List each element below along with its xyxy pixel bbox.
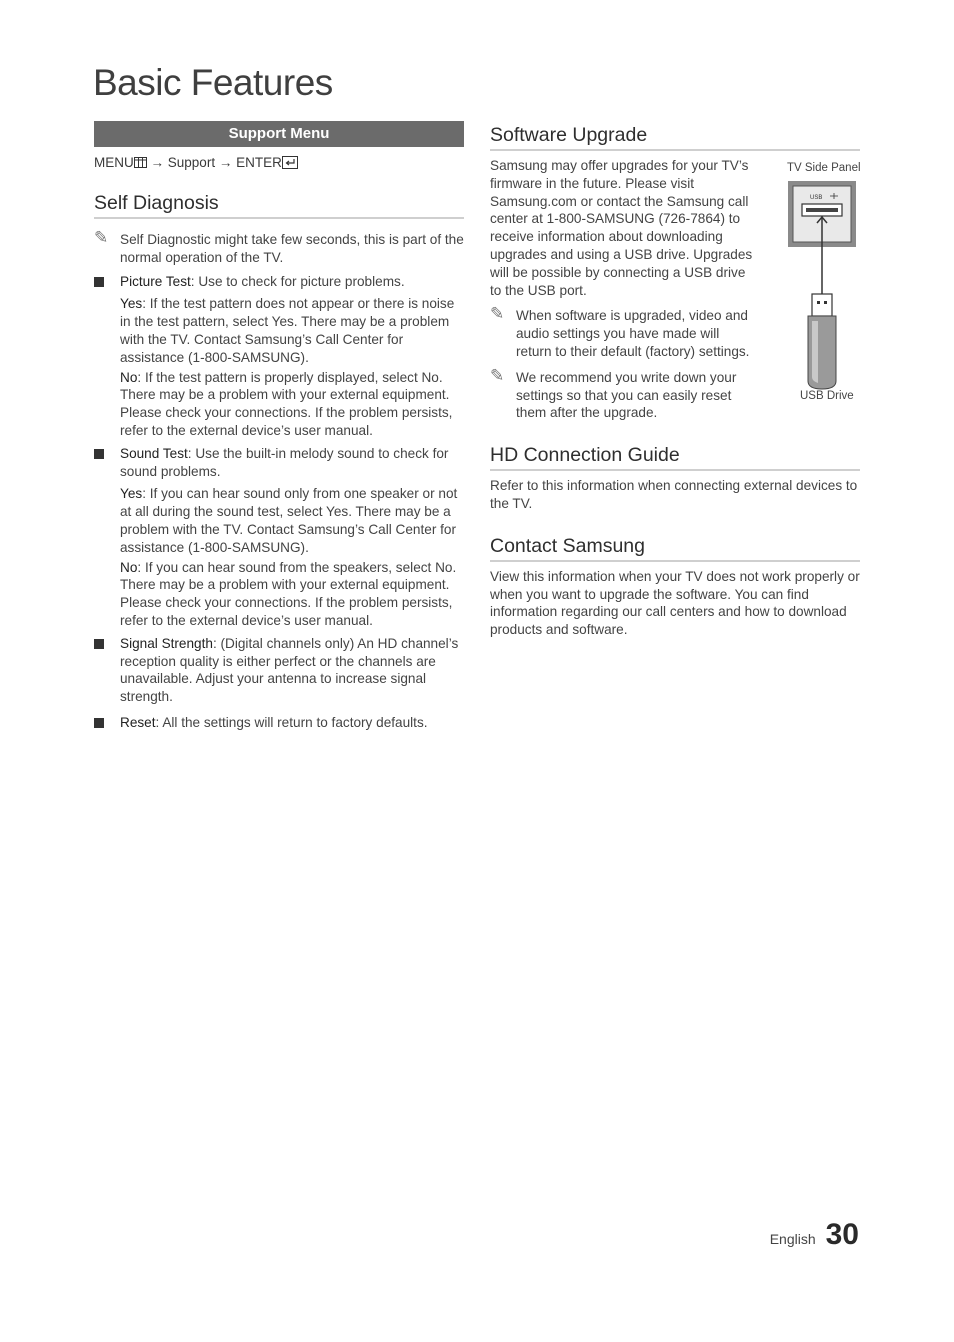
sub-text: : If you can hear sound from the speakers, select No. There may be a problem with your external equipment. Please check your connections. If the problem persists, refer to the external device’s user manual. [120,559,457,628]
self-diagnosis-note [94,228,464,267]
footer-language: English [769,1231,816,1247]
enter-label: ENTER [236,155,282,170]
software-upgrade-body: Samsung may offer upgrades for your TV’s firmware in the future. Please visit Samsung.com or contact the Samsung call center at 1-800-SAMSUNG (726-7864) to receive information about downloading upgrades and using a USB drive. Upgrades will be possible by connecting a USB drive to the USB port. [490,158,753,298]
arrow-1: → [150,155,165,170]
left-column [94,121,464,732]
hd-connection-heading: HD Connection Guide [490,444,860,471]
usb-connection-figure [786,161,862,411]
term-picture-test: Picture Test [120,273,191,289]
sub-term: No [120,369,138,385]
page-footer [770,1218,859,1252]
sub-text: : If the test pattern does not appear or there is noise in the test pattern, select Yes. There may be a problem with the TV. Contact Samsung’s Call Center for assistance (1-800-SAMSUNG). [120,296,455,365]
sub-term: Yes [120,296,143,312]
contact-samsung-body: View this information when your TV does not work properly or when you want to upgrade the software. You can find information regarding our call centers and how to download products and software. [490,568,860,638]
page-title: Basic Features [93,62,333,103]
sub-item-sound-yes [94,485,464,556]
self-diagnosis-heading: Self Diagnosis [94,192,464,219]
desc-sound-test: : Use the built-in melody sound to check for sound problems. [120,445,449,479]
menu-label: MENU [94,155,134,170]
desc-reset: : All the settings will return to factory defaults. [155,714,428,730]
sub-text: : If the test pattern is properly displayed, select No. There may be a problem with your external equipment. Please check your connections. If the problem persists, refer to the external device’s user manual. [120,369,453,438]
software-upgrade-note-1 [490,304,758,360]
usb-port-label: USB [810,195,823,201]
page-number: 30 [825,1218,859,1251]
sub-term: Yes [120,486,143,502]
software-upgrade-heading: Software Upgrade [490,124,860,151]
usb-drive-illustration [788,181,858,391]
sub-item-sound-no [94,559,464,630]
term-signal-strength: Signal Strength [120,635,213,651]
right-column [490,121,860,639]
enter-icon [282,156,298,170]
software-upgrade-note-2 [490,365,758,422]
support-menu-bar: Support Menu [94,121,464,147]
pencil-note-icon: ✎ [490,304,505,324]
tv-side-panel-label: TV Side Panel [787,162,861,174]
bullet-square-icon [94,449,104,459]
note-text: Self Diagnostic might take few seconds, this is part of the normal operation of the TV. [120,232,464,265]
support-label: Support [167,155,216,170]
bullet-square-icon [94,639,104,649]
desc-signal-strength: : (Digital channels only) An HD channel’s reception quality is either perfect or the channels are unavailable. Adjust your antenna to increase signal strength. [120,635,459,705]
list-item-sound-test [94,445,464,481]
note-text: We recommend you write down your settings so that you can easily reset them after the upgrade. [516,369,737,421]
menu-grid-icon [134,156,147,170]
bullet-square-icon [94,718,104,728]
pencil-note-icon: ✎ [490,365,505,385]
sub-item-picture-yes [94,295,464,366]
usb-drive-label: USB Drive [800,390,854,402]
bullet-square-icon [94,277,104,287]
list-item-picture-test [94,273,464,291]
sub-item-picture-no [94,369,464,440]
term-reset: Reset [120,714,156,730]
arrow-2: → [218,155,233,170]
menu-path [94,155,464,170]
list-item-signal-strength [94,635,464,706]
sub-text: : If you can hear sound only from one speaker or not at all during the sound test, select Yes. There may be a problem with the TV. Contact Samsung’s Call Center for assistance (1-800-SAMSUNG). [120,486,458,555]
pencil-note-icon: ✎ [94,228,109,247]
term-sound-test: Sound Test [120,445,188,461]
note-text: When software is upgraded, video and audio settings you have made will return to their default (factory) settings. [516,308,750,359]
desc-picture-test: : Use to check for picture problems. [190,273,405,289]
contact-samsung-heading: Contact Samsung [490,535,860,562]
sub-term: No [120,559,138,575]
list-item-reset [94,714,464,732]
hd-connection-body: Refer to this information when connecting external devices to the TV. [490,478,858,511]
